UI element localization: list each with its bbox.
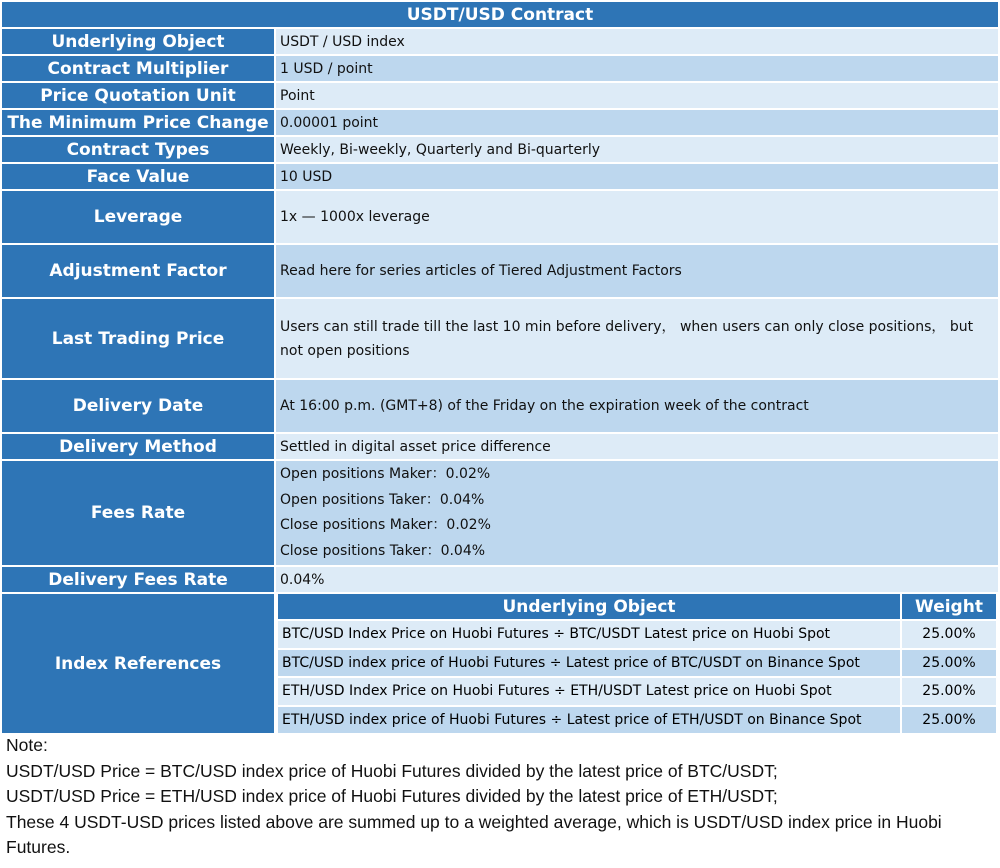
row-value: 1x — 1000x leverage bbox=[276, 191, 998, 243]
fee-line: Open positions Maker：0.02% bbox=[280, 466, 491, 482]
row-label: Index References bbox=[2, 594, 274, 733]
row-delivery-method bbox=[2, 434, 998, 459]
note-section bbox=[0, 733, 1000, 861]
row-label: Fees Rate bbox=[2, 461, 274, 565]
index-weight: 25.00% bbox=[902, 707, 996, 734]
note-line: USDT/USD Price = BTC/USD index price of Huobi Futures divided by the latest price of BTC/USDT; bbox=[6, 760, 778, 781]
row-last-trading-price bbox=[2, 299, 998, 378]
table-title-row bbox=[2, 2, 998, 27]
row-value: At 16:00 p.m. (GMT+8) of the Friday on the expiration week of the contract bbox=[276, 380, 998, 432]
row-price-quotation-unit bbox=[2, 83, 998, 108]
row-value: 10 USD bbox=[276, 164, 998, 189]
row-label: Contract Types bbox=[2, 137, 274, 162]
row-label: Last Trading Price bbox=[2, 299, 274, 378]
header-weight: Weight bbox=[902, 594, 996, 619]
row-value: 1 USD / point bbox=[276, 56, 998, 81]
row-contract-types bbox=[2, 137, 998, 162]
row-leverage bbox=[2, 191, 998, 243]
row-adjustment-factor bbox=[2, 245, 998, 297]
index-references-cell bbox=[276, 594, 998, 733]
row-label: The Minimum Price Change bbox=[2, 110, 274, 135]
note-heading: Note: bbox=[6, 735, 48, 755]
row-label: Leverage bbox=[2, 191, 274, 243]
row-label: Face Value bbox=[2, 164, 274, 189]
fee-line: Open positions Taker：0.04% bbox=[280, 491, 485, 508]
table-title: USDT/USD Contract bbox=[2, 2, 998, 27]
fees-rate-values bbox=[276, 461, 998, 565]
index-object: BTC/USD Index Price on Huobi Futures ÷ BTC/USDT Latest price on Huobi Spot bbox=[278, 621, 900, 648]
fee-line: Close positions Taker：0.04% bbox=[280, 542, 486, 559]
row-label: Underlying Object bbox=[2, 29, 274, 54]
index-header-row bbox=[278, 594, 996, 619]
row-label: Contract Multiplier bbox=[2, 56, 274, 81]
note-line: These 4 USDT-USD prices listed above are summed up to a weighted average, which is USDT/USD index price in Huobi Futures. bbox=[6, 811, 942, 857]
fee-line: Close positions Maker：0.02% bbox=[280, 517, 491, 533]
row-label: Delivery Method bbox=[2, 434, 274, 459]
note-line: USDT/USD Price = ETH/USD index price of Huobi Futures divided by the latest price of ETH/USDT; bbox=[6, 786, 778, 806]
index-weight: 25.00% bbox=[902, 621, 996, 648]
adjustment-factor-link[interactable]: Read here for series articles of Tiered Adjustment Factors bbox=[276, 245, 998, 297]
row-delivery-fees-rate bbox=[2, 567, 998, 592]
index-row bbox=[278, 621, 996, 648]
index-row bbox=[278, 650, 996, 677]
row-value: Point bbox=[276, 83, 998, 108]
index-object: BTC/USD index price of Huobi Futures ÷ Latest price of BTC/USDT on Binance Spot bbox=[278, 650, 900, 677]
index-object: ETH/USD Index Price on Huobi Futures ÷ ETH/USDT Latest price on Huobi Spot bbox=[278, 678, 900, 705]
index-row bbox=[278, 707, 996, 734]
header-underlying-object: Underlying Object bbox=[278, 594, 900, 619]
row-fees-rate bbox=[2, 461, 998, 565]
index-row bbox=[278, 678, 996, 705]
row-face-value bbox=[2, 164, 998, 189]
row-index-references bbox=[2, 594, 998, 733]
row-label: Delivery Fees Rate bbox=[2, 567, 274, 592]
row-value: 0.00001 point bbox=[276, 110, 998, 135]
row-label: Price Quotation Unit bbox=[2, 83, 274, 108]
index-weight: 25.00% bbox=[902, 678, 996, 705]
row-label: Delivery Date bbox=[2, 380, 274, 432]
row-value: Weekly, Bi-weekly, Quarterly and Bi-quarterly bbox=[276, 137, 998, 162]
index-references-table bbox=[276, 592, 998, 735]
row-underlying-object bbox=[2, 29, 998, 54]
index-object: ETH/USD index price of Huobi Futures ÷ Latest price of ETH/USDT on Binance Spot bbox=[278, 707, 900, 734]
row-label: Adjustment Factor bbox=[2, 245, 274, 297]
row-value: Users can still trade till the last 10 min before delivery， when users can only close positions， but not open positions bbox=[276, 299, 998, 378]
row-value: USDT / USD index bbox=[276, 29, 998, 54]
index-weight: 25.00% bbox=[902, 650, 996, 677]
row-delivery-date bbox=[2, 380, 998, 432]
row-contract-multiplier bbox=[2, 56, 998, 81]
row-value: Settled in digital asset price difference bbox=[276, 434, 998, 459]
row-value: 0.04% bbox=[276, 567, 998, 592]
row-minimum-price-change bbox=[2, 110, 998, 135]
